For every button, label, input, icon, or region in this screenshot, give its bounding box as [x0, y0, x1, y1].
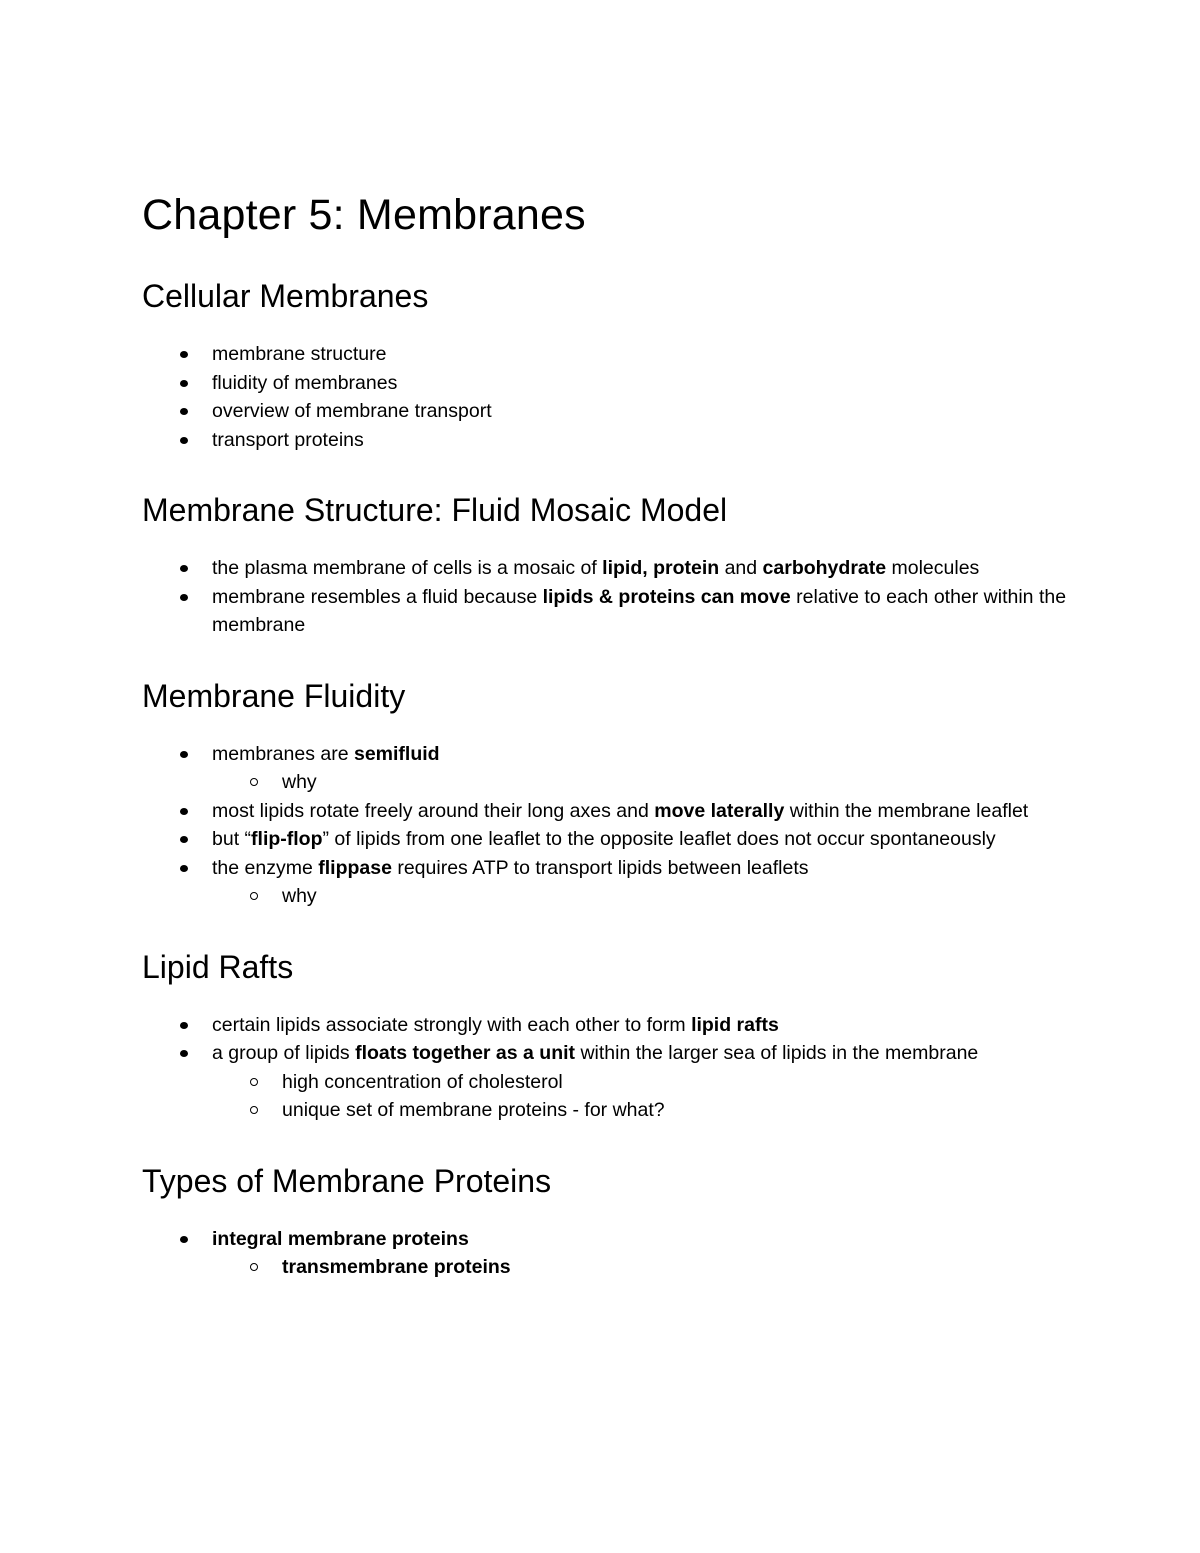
- section-heading: Membrane Structure: Fluid Mosaic Model: [142, 492, 728, 528]
- text-run: ” of lipids from one leaflet to the opposite leaflet does not occur spontaneously: [322, 828, 996, 850]
- document-body: [142, 276, 1072, 1282]
- bold-text: semifluid: [353, 742, 440, 765]
- bullet-list: [142, 1225, 1072, 1282]
- sub-list-item: [212, 1253, 1072, 1282]
- bullet-icon: [180, 865, 188, 872]
- bullet-list: [142, 740, 1072, 911]
- bullet-icon: [180, 351, 188, 358]
- bold-text: move laterally: [654, 799, 785, 822]
- bullet-list: [142, 340, 1072, 454]
- hollow-bullet-icon: [250, 1106, 258, 1114]
- text-run: and: [719, 557, 763, 579]
- sub-list-item: [212, 1096, 1072, 1125]
- sub-bullet-list: [212, 768, 1072, 797]
- text-run: requires ATP to transport lipids between leaflets: [391, 856, 809, 879]
- bold-text: carbohydrate: [762, 557, 887, 579]
- document-page: [142, 190, 1072, 1318]
- text-run: the enzyme: [212, 856, 319, 879]
- sub-list-item: [212, 1068, 1072, 1097]
- sub-bullet-list: [212, 882, 1072, 911]
- sub-bullet-list: [212, 1068, 1072, 1125]
- bullet-list: [142, 554, 1072, 640]
- bullet-icon: [180, 751, 188, 758]
- bullet-list: [142, 1011, 1072, 1125]
- list-item: [142, 1225, 1072, 1282]
- text-run: most lipids rotate freely around their long axes and: [212, 799, 655, 822]
- text-run: membranes are: [212, 742, 354, 765]
- bold-text: lipid rafts: [691, 1013, 779, 1036]
- text-run: high concentration of cholesterol: [282, 1070, 563, 1093]
- list-item: [142, 397, 1072, 426]
- text-run: certain lipids associate strongly with each other to form: [212, 1013, 692, 1036]
- bullet-icon: [180, 408, 188, 415]
- list-item: [142, 854, 1072, 911]
- hollow-bullet-icon: [250, 1263, 258, 1271]
- text-run: why: [282, 885, 317, 907]
- list-item: [142, 340, 1072, 369]
- hollow-bullet-icon: [250, 778, 258, 786]
- list-item: [142, 825, 1072, 854]
- text-run: within the larger sea of lipids in the membrane: [575, 1042, 979, 1064]
- section-heading: Membrane Fluidity: [142, 677, 406, 714]
- bullet-icon: [180, 1236, 188, 1243]
- bullet-icon: [180, 836, 188, 843]
- bold-text: integral membrane proteins: [212, 1227, 469, 1250]
- list-item: [142, 426, 1072, 455]
- list-item: [142, 554, 1072, 583]
- section-heading: Cellular Membranes: [142, 278, 429, 314]
- list-item: [142, 1039, 1072, 1125]
- text-run: but “: [212, 828, 252, 850]
- bold-text: flippase: [318, 856, 392, 879]
- text-run: transport proteins: [212, 428, 364, 451]
- bold-text: lipids & proteins can move: [542, 585, 791, 608]
- text-run: membrane structure: [212, 343, 387, 365]
- bold-text: flip-flop: [251, 828, 323, 850]
- bold-text: transmembrane proteins: [282, 1256, 511, 1278]
- text-run: overview of membrane transport: [212, 400, 492, 422]
- list-item: [142, 583, 1072, 640]
- sub-bullet-list: [212, 1253, 1072, 1282]
- list-item: [142, 369, 1072, 398]
- bullet-icon: [180, 1022, 188, 1029]
- hollow-bullet-icon: [250, 1078, 258, 1086]
- list-item: [142, 740, 1072, 797]
- text-run: within the membrane leaflet: [784, 799, 1029, 822]
- text-run: the plasma membrane of cells is a mosaic of: [212, 557, 603, 579]
- bold-text: lipid, protein: [602, 557, 720, 579]
- list-item: [142, 1011, 1072, 1040]
- bullet-icon: [180, 380, 188, 387]
- bullet-icon: [180, 594, 188, 601]
- text-run: unique set of membrane proteins - for what?: [282, 1099, 665, 1121]
- text-run: a group of lipids: [212, 1042, 356, 1064]
- section-heading: Types of Membrane Proteins: [142, 1162, 552, 1199]
- text-run: molecules: [886, 557, 980, 579]
- page-title: Chapter 5: Membranes: [142, 191, 586, 239]
- bullet-icon: [180, 437, 188, 444]
- bullet-icon: [180, 808, 188, 815]
- bold-text: floats together as a unit: [355, 1042, 576, 1064]
- bullet-icon: [180, 565, 188, 572]
- text-run: why: [282, 771, 317, 793]
- text-run: fluidity of membranes: [212, 371, 398, 394]
- text-run: membrane resembles a fluid because: [212, 585, 543, 608]
- hollow-bullet-icon: [250, 892, 258, 900]
- sub-list-item: [212, 768, 1072, 797]
- sub-list-item: [212, 882, 1072, 911]
- text-run: relative to each other within the membrane: [212, 585, 1067, 636]
- section-heading: Lipid Rafts: [142, 948, 294, 985]
- bullet-icon: [180, 1050, 188, 1057]
- list-item: [142, 797, 1072, 826]
